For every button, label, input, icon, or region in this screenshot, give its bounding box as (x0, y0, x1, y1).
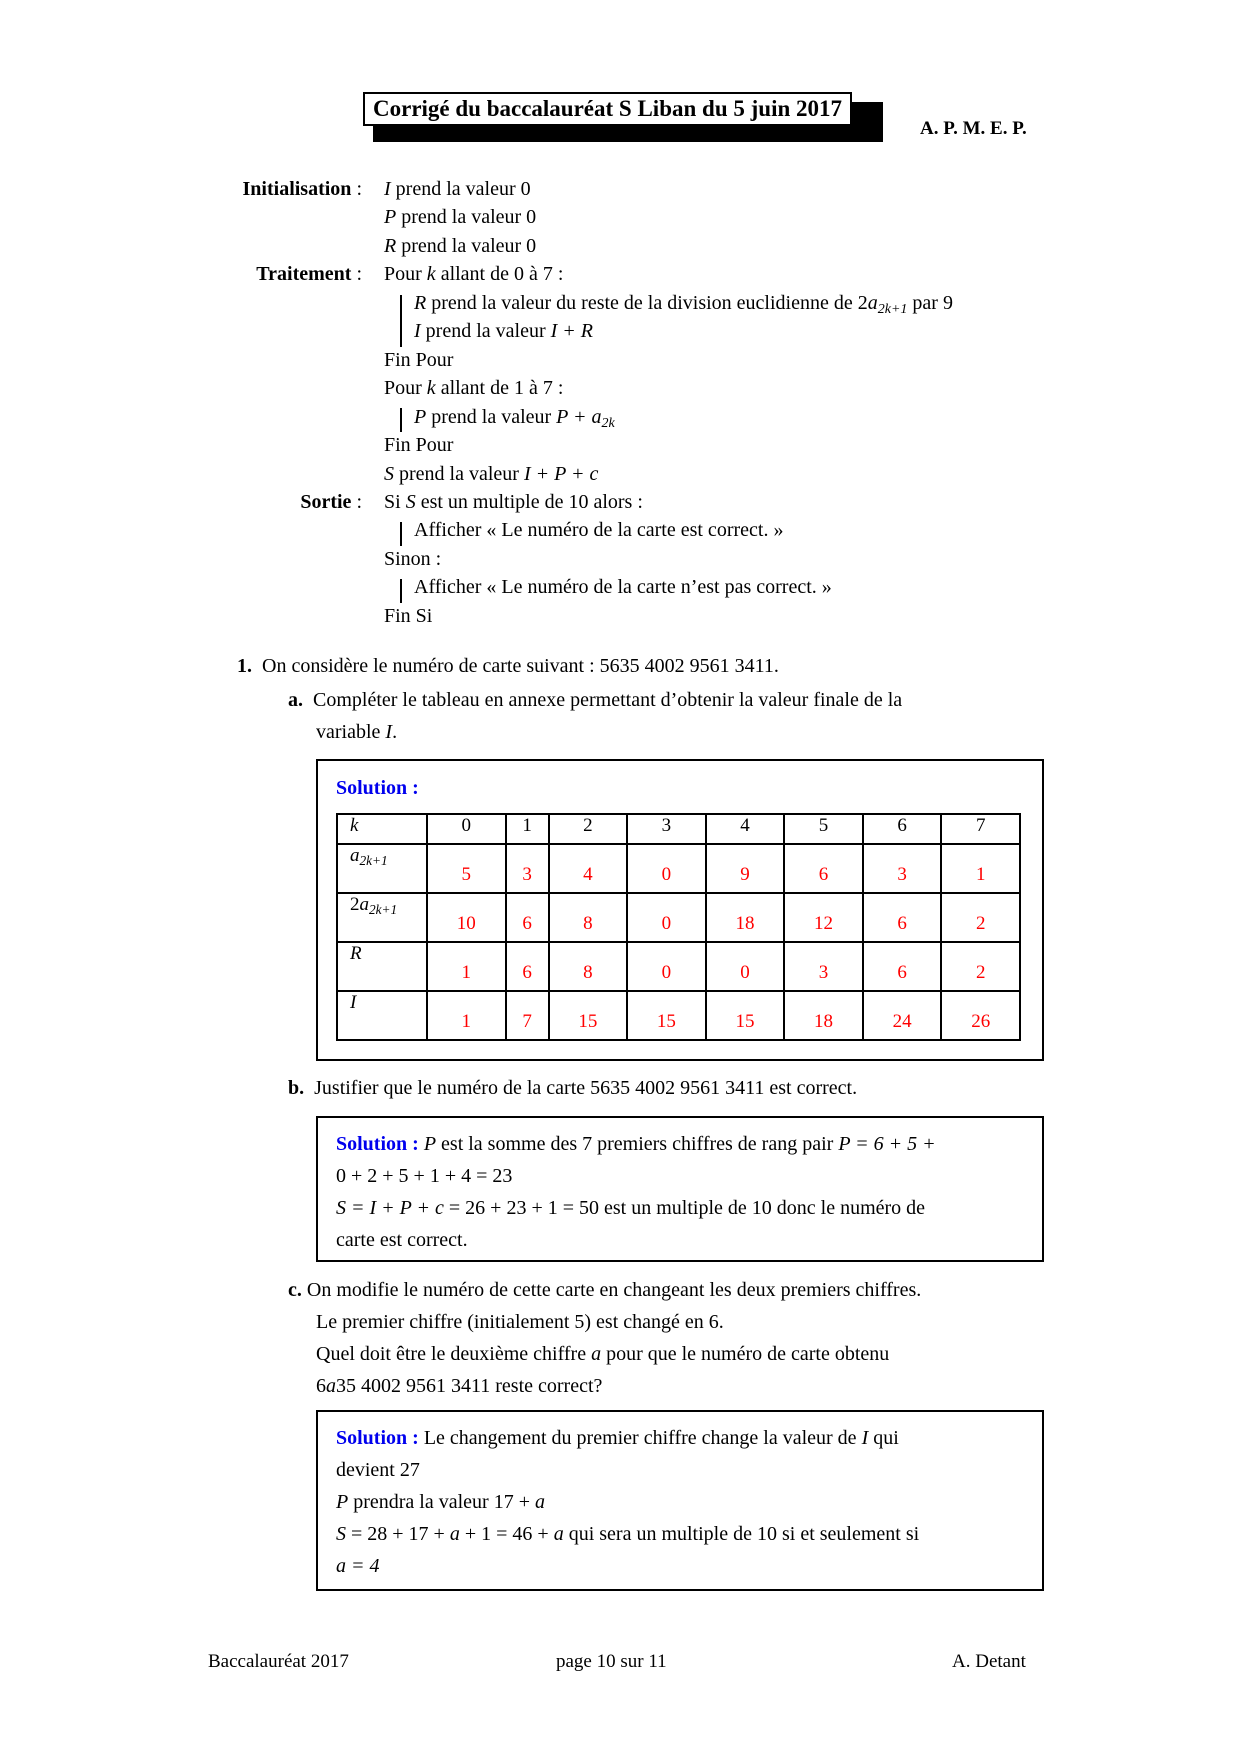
cell: 0 (627, 844, 706, 893)
question-1b (288, 1072, 857, 1104)
var: P (423, 1133, 437, 1155)
question-1 (237, 650, 779, 682)
cell: 1 (506, 814, 549, 844)
row-header-2a (337, 893, 427, 942)
text: 35 4002 9561 3411 reste correct? (336, 1375, 603, 1397)
if-body: Afficher « Le numéro de la carte est correct. » (414, 519, 784, 541)
init-P (384, 203, 536, 231)
label-text: Initialisation (242, 178, 352, 200)
text: allant de 1 à 7 : (435, 377, 564, 399)
title-block (363, 92, 852, 126)
text: + 1 = 46 + (459, 1523, 554, 1545)
question-text: variable (316, 721, 386, 743)
colon: : (351, 491, 362, 513)
label-text: Sortie (300, 491, 352, 513)
sol-line: 0 + 2 + 5 + 1 + 4 = 23 (336, 1165, 513, 1187)
var: a (591, 1343, 602, 1365)
var: P (384, 206, 397, 228)
coef: 2 (350, 894, 360, 915)
var: k (426, 263, 436, 285)
sol-line: carte est correct. (336, 1229, 468, 1251)
text: 6 (316, 1375, 326, 1397)
table-row-a (337, 844, 1020, 893)
loop1-end: Fin Pour (384, 349, 454, 371)
text: = 28 + 17 + (346, 1523, 450, 1545)
cell: 6 (506, 942, 549, 991)
cell: 5 (427, 844, 506, 893)
text: Si (384, 491, 406, 513)
text: Pour (384, 377, 427, 399)
var: R (414, 292, 427, 314)
cell: 2 (549, 814, 628, 844)
var: I (861, 1427, 869, 1449)
sol-line (336, 1518, 1022, 1550)
loop2-header (384, 374, 563, 402)
question-letter: a. (288, 689, 303, 711)
footer-author: A. Detant (952, 1651, 1026, 1672)
q-line (316, 1370, 921, 1402)
sol-line (336, 1128, 1022, 1160)
var: R (350, 943, 362, 964)
var: S (384, 463, 394, 485)
text: par 9 (907, 292, 953, 314)
text: prend la valeur 0 (390, 178, 531, 200)
var: S (405, 491, 416, 513)
cell: 3 (863, 844, 942, 893)
text: prendra la valeur 17 + (348, 1491, 535, 1513)
sol-line (336, 1486, 1022, 1518)
solution-text-1b (336, 1128, 1022, 1256)
else-header: Sinon : (384, 548, 442, 570)
question-text: On modifie le numéro de cette carte en changeant les deux premiers chiffres. (306, 1279, 922, 1301)
punct: . (392, 721, 398, 743)
label-traitement (0, 260, 362, 288)
cell: 9 (706, 844, 785, 893)
cell: 6 (784, 844, 863, 893)
cell: 10 (427, 893, 506, 942)
loop1-body-I (414, 317, 593, 345)
table-row-I (337, 991, 1020, 1040)
var: I (414, 320, 421, 342)
cell: 2 (941, 893, 1020, 942)
text: est la somme des 7 premiers chiffres de rang pair (436, 1133, 839, 1155)
cell: 4 (706, 814, 785, 844)
sol-line (336, 1422, 1022, 1454)
else-block-bar (400, 579, 402, 603)
solution-text-1c (336, 1422, 1022, 1582)
text: prend la valeur (426, 406, 557, 428)
subscript: 2k+1 (359, 852, 388, 868)
cell: 15 (549, 991, 628, 1040)
cell: 8 (549, 893, 628, 942)
question-text: Compléter le tableau en annexe permettant d’obtenir la valeur finale de la (313, 689, 903, 711)
cell: 5 (784, 814, 863, 844)
expr: P + a (556, 406, 602, 428)
expr: I + R (550, 320, 593, 342)
cell: 0 (706, 942, 785, 991)
cell: 24 (863, 991, 942, 1040)
compute-S (384, 460, 598, 488)
if-block-bar (400, 522, 402, 546)
var: a (326, 1375, 336, 1397)
cell: 15 (706, 991, 785, 1040)
table-row-R (337, 942, 1020, 991)
question-letter: b. (288, 1077, 305, 1099)
question-text: On considère le numéro de carte suivant : 5635 4002 9561 3411. (262, 655, 779, 677)
var: k (426, 377, 436, 399)
cell: 0 (627, 893, 706, 942)
cell: 2 (941, 942, 1020, 991)
cell: 4 (549, 844, 628, 893)
cell: 18 (784, 991, 863, 1040)
var: a (449, 1523, 460, 1545)
question-letter: c. (288, 1279, 302, 1301)
loop2-end: Fin Pour (384, 434, 454, 456)
cell: 18 (706, 893, 785, 942)
var: S (336, 1523, 346, 1545)
label-initialisation (0, 175, 362, 203)
question-1c (288, 1274, 921, 1402)
cell: 1 (427, 991, 506, 1040)
sol-line: a = 4 (336, 1555, 380, 1577)
expr: S = I + P + c (336, 1197, 444, 1219)
cell: 3 (784, 942, 863, 991)
init-I (384, 175, 531, 203)
text: prend la valeur (394, 463, 524, 485)
text: prend la valeur 0 (396, 235, 537, 257)
var: a (553, 1523, 564, 1545)
document-title: Corrigé du baccalauréat S Liban du 5 juin 2017 (363, 92, 852, 126)
text: prend la valeur 0 (396, 206, 537, 228)
cell: 26 (941, 991, 1020, 1040)
cell: 1 (427, 942, 506, 991)
var: P (414, 406, 427, 428)
var: a (534, 1491, 545, 1513)
cell: 3 (506, 844, 549, 893)
text: prend la valeur (420, 320, 551, 342)
organization-label: A. P. M. E. P. (920, 118, 1027, 139)
row-header-a (337, 844, 427, 893)
loop1-block-bar (400, 295, 402, 347)
text: pour que le numéro de carte obtenu (601, 1343, 890, 1365)
solution-label: Solution : (336, 1133, 419, 1155)
cell: 0 (427, 814, 506, 844)
cell: 6 (506, 893, 549, 942)
var: I (384, 178, 391, 200)
row-header-R (337, 942, 427, 991)
sol-line: devient 27 (336, 1459, 420, 1481)
question-number: 1. (237, 655, 252, 677)
row-header-k (337, 814, 427, 844)
text: qui (868, 1427, 899, 1449)
footer-left: Baccalauréat 2017 (208, 1651, 349, 1672)
text: est un multiple de 10 alors : (415, 491, 643, 513)
question-text: Justifier que le numéro de la carte 5635 4002 9561 3411 est correct. (314, 1077, 858, 1099)
var: a (867, 292, 878, 314)
expr: I + P + c (523, 463, 599, 485)
question-text: Le premier chiffre (initialement 5) est changé en 6. (316, 1311, 724, 1333)
solution-label: Solution : (336, 777, 419, 799)
cell: 8 (549, 942, 628, 991)
subscript: 2k+1 (369, 901, 398, 917)
solution-label: Solution : (336, 1427, 419, 1449)
text: allant de 0 à 7 : (435, 263, 564, 285)
text: prend la valeur du reste de la division euclidienne de 2 (426, 292, 868, 314)
var: I (350, 992, 357, 1013)
cell: 7 (506, 991, 549, 1040)
question-1a (288, 684, 1042, 748)
text: Pour (384, 263, 427, 285)
cell: 7 (941, 814, 1020, 844)
cell: 3 (627, 814, 706, 844)
var: I (385, 721, 393, 743)
var: k (350, 815, 359, 836)
var: R (384, 235, 397, 257)
colon: : (351, 178, 362, 200)
cell: 15 (627, 991, 706, 1040)
cell: 6 (863, 942, 942, 991)
text: Le changement du premier chiffre change la valeur de (418, 1427, 862, 1449)
text: Quel doit être le deuxième chiffre (316, 1343, 592, 1365)
var: P (336, 1491, 349, 1513)
expr: P = 6 + 5 + (838, 1133, 936, 1155)
colon: : (351, 263, 362, 285)
loop2-block-bar (400, 408, 402, 432)
var: a (359, 894, 369, 915)
footer-page-number: page 10 sur 11 (556, 1651, 667, 1672)
sol-line (336, 1192, 1022, 1224)
cell: 6 (863, 893, 942, 942)
init-R (384, 232, 536, 260)
subscript: 2k (601, 416, 615, 432)
else-body: Afficher « Le numéro de la carte n’est pas correct. » (414, 576, 832, 598)
table-row-2a (337, 893, 1020, 942)
cell: 12 (784, 893, 863, 942)
k-table (336, 813, 1021, 1041)
table-row-k (337, 814, 1020, 844)
q-line (316, 1338, 921, 1370)
loop1-header (384, 260, 563, 288)
cell: 1 (941, 844, 1020, 893)
text: = 26 + 23 + 1 = 50 est un multiple de 10 donc le numéro de (443, 1197, 926, 1219)
label-text: Traitement (256, 263, 352, 285)
text: qui sera un multiple de 10 si et seulement si (563, 1523, 920, 1545)
solution-label-1a (336, 772, 419, 804)
q-line (288, 1274, 921, 1306)
label-sortie (0, 488, 362, 516)
row-header-I (337, 991, 427, 1040)
if-header (384, 488, 643, 516)
endif: Fin Si (384, 605, 433, 627)
subscript: 2k+1 (877, 302, 908, 318)
cell: 6 (863, 814, 942, 844)
var: a (350, 845, 360, 866)
cell: 0 (627, 942, 706, 991)
